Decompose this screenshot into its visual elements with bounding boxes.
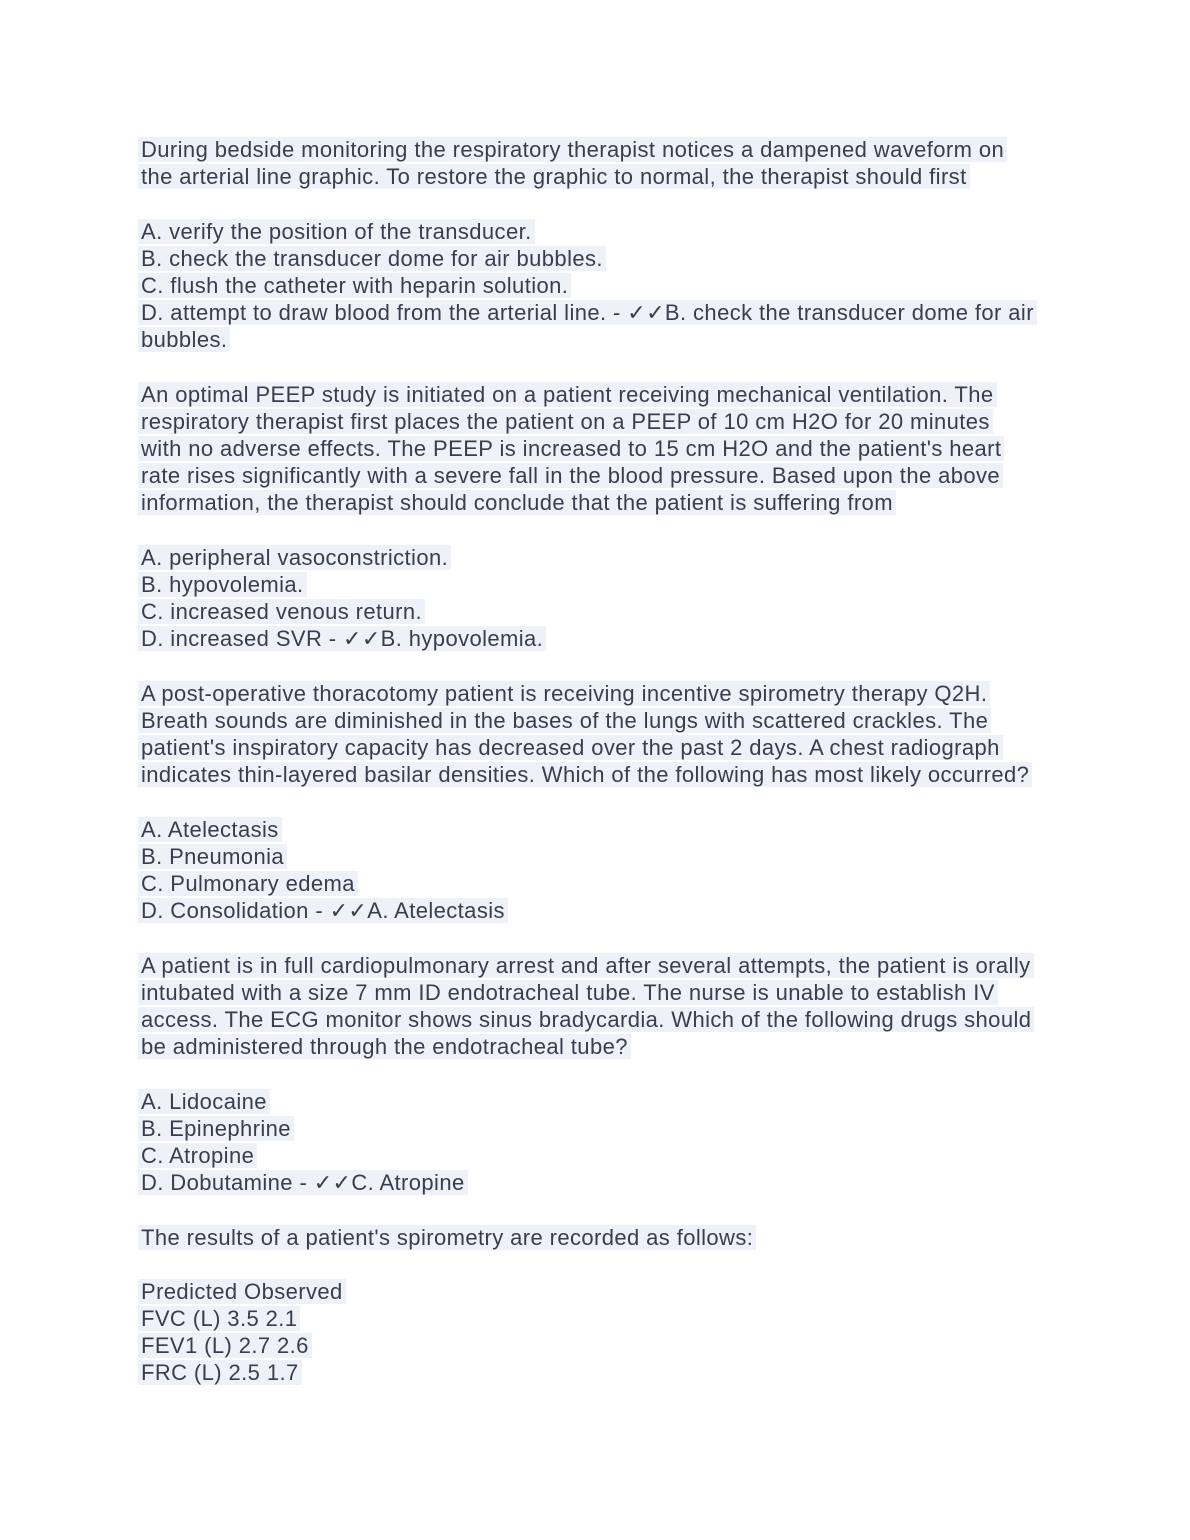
option-c-line: [138, 1142, 1060, 1169]
question-text-line: [138, 680, 1060, 707]
highlighted-text: B. check the transducer dome for air bubbles.: [138, 246, 606, 271]
option-a-line: [138, 544, 1060, 571]
question-1-options: [138, 218, 1060, 354]
highlighted-text: FRC (L) 2.5 1.7: [138, 1360, 302, 1385]
option-c-line: [138, 870, 1060, 897]
question-text-line: [138, 707, 1060, 734]
question-text-line: [138, 952, 1060, 979]
highlighted-text: the arterial line graphic. To restore the graphic to normal, the therapist should first: [138, 164, 970, 189]
question-2-options: [138, 544, 1060, 653]
option-a-line: [138, 1088, 1060, 1115]
highlighted-text: D. Consolidation - ✓✓A. Atelectasis: [138, 898, 508, 923]
question-text-line: [138, 136, 1060, 163]
highlighted-text: B. Epinephrine: [138, 1116, 294, 1141]
highlighted-text: FEV1 (L) 2.7 2.6: [138, 1333, 312, 1358]
question-text-line: [138, 435, 1060, 462]
option-b-line: [138, 1115, 1060, 1142]
highlighted-text: FVC (L) 3.5 2.1: [138, 1306, 300, 1331]
question-text-line: [138, 734, 1060, 761]
question-text-line: [138, 462, 1060, 489]
correct-answer-line: [138, 299, 1060, 326]
highlighted-text: bubbles.: [138, 327, 230, 352]
highlighted-text: An optimal PEEP study is initiated on a patient receiving mechanical ventilation. The: [138, 382, 997, 407]
question-text-line: [138, 163, 1060, 190]
option-a-line: [138, 218, 1060, 245]
question-text-line: [138, 381, 1060, 408]
spirometry-intro: [138, 1224, 1060, 1251]
highlighted-text: with no adverse effects. The PEEP is increased to 15 cm H2O and the patient's heart: [138, 436, 1004, 461]
highlighted-text: D. Dobutamine - ✓✓C. Atropine: [138, 1170, 468, 1195]
question-text-line: [138, 1006, 1060, 1033]
highlighted-text: A. verify the position of the transducer.: [138, 219, 535, 244]
highlighted-text: A. Atelectasis: [138, 817, 282, 842]
highlighted-text: C. Atropine: [138, 1143, 257, 1168]
highlighted-text: During bedside monitoring the respiratory therapist notices a dampened waveform on: [138, 137, 1007, 162]
question-4: [138, 952, 1060, 1061]
option-b-line: [138, 571, 1060, 598]
highlighted-text: patient's inspiratory capacity has decreased over the past 2 days. A chest radiograph: [138, 735, 1003, 760]
highlighted-text: C. increased venous return.: [138, 599, 425, 624]
question-text-line: [138, 979, 1060, 1006]
highlighted-text: information, the therapist should conclude that the patient is suffering from: [138, 490, 896, 515]
highlighted-text: A. peripheral vasoconstriction.: [138, 545, 451, 570]
highlighted-text: C. Pulmonary edema: [138, 871, 358, 896]
correct-answer-line: [138, 1169, 1060, 1196]
highlighted-text: access. The ECG monitor shows sinus bradycardia. Which of the following drugs should: [138, 1007, 1034, 1032]
highlighted-text: The results of a patient's spirometry are recorded as follows:: [138, 1225, 756, 1250]
correct-answer-line: [138, 326, 1060, 353]
spirometry-results: [138, 1278, 1060, 1387]
highlighted-text: Predicted Observed: [138, 1279, 346, 1304]
spirometry-row-fvc: [138, 1305, 1060, 1332]
question-3-options: [138, 816, 1060, 925]
spirometry-row-fev1: [138, 1332, 1060, 1359]
spirometry-row-frc: [138, 1359, 1060, 1386]
highlighted-text: D. increased SVR - ✓✓B. hypovolemia.: [138, 626, 546, 651]
option-b-line: [138, 245, 1060, 272]
highlighted-text: D. attempt to draw blood from the arterial line. - ✓✓B. check the transducer dome for air: [138, 300, 1037, 325]
correct-answer-line: [138, 625, 1060, 652]
question-text-line: [138, 761, 1060, 788]
highlighted-text: A post-operative thoracotomy patient is receiving incentive spirometry therapy Q2H.: [138, 681, 990, 706]
question-text-line: [138, 489, 1060, 516]
question-text-line: [138, 1224, 1060, 1251]
option-b-line: [138, 843, 1060, 870]
highlighted-text: B. hypovolemia.: [138, 572, 307, 597]
highlighted-text: indicates thin-layered basilar densities. Which of the following has most likely occurred?: [138, 762, 1032, 787]
question-3: [138, 680, 1060, 789]
highlighted-text: A patient is in full cardiopulmonary arrest and after several attempts, the patient is orally: [138, 953, 1034, 978]
highlighted-text: B. Pneumonia: [138, 844, 287, 869]
highlighted-text: Breath sounds are diminished in the bases of the lungs with scattered crackles. The: [138, 708, 991, 733]
highlighted-text: C. flush the catheter with heparin solution.: [138, 273, 571, 298]
question-1: [138, 136, 1060, 190]
spirometry-header-row: [138, 1278, 1060, 1305]
highlighted-text: intubated with a size 7 mm ID endotracheal tube. The nurse is unable to establish IV: [138, 980, 998, 1005]
correct-answer-line: [138, 897, 1060, 924]
highlighted-text: be administered through the endotracheal tube?: [138, 1034, 631, 1059]
highlighted-text: respiratory therapist first places the patient on a PEEP of 10 cm H2O for 20 minutes: [138, 409, 993, 434]
question-2: [138, 381, 1060, 517]
highlighted-text: rate rises significantly with a severe fall in the blood pressure. Based upon the above: [138, 463, 1003, 488]
highlighted-text: A. Lidocaine: [138, 1089, 270, 1114]
option-c-line: [138, 598, 1060, 625]
question-4-options: [138, 1088, 1060, 1197]
question-text-line: [138, 1033, 1060, 1060]
option-a-line: [138, 816, 1060, 843]
question-text-line: [138, 408, 1060, 435]
option-c-line: [138, 272, 1060, 299]
